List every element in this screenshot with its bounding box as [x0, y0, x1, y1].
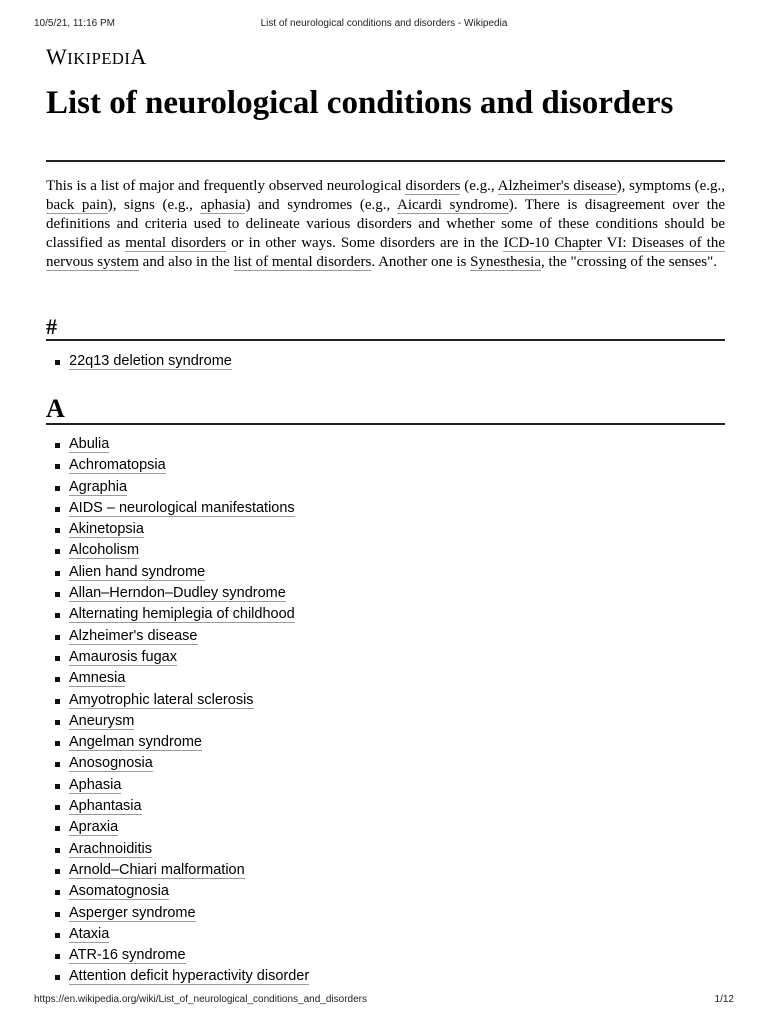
link-icd10-chapter-vi[interactable]: ICD-10 Chapter VI: Diseases of the nervous system: [46, 235, 726, 271]
list-item: [52, 924, 309, 945]
print-datetime: 10/5/21, 11:16 PM: [34, 18, 115, 29]
list-item: [52, 562, 309, 583]
list-item-link[interactable]: Amyotrophic lateral sclerosis: [69, 691, 254, 708]
list-item: [52, 775, 309, 796]
list-item-link[interactable]: Akinetopsia: [69, 521, 144, 538]
list-item: [52, 477, 309, 498]
print-url: https://en.wikipedia.org/wiki/List_of_neurological_conditions_and_disorders: [34, 994, 367, 1005]
list-item: [52, 732, 309, 753]
list-item-link[interactable]: Apraxia: [69, 819, 119, 836]
link-aphasia[interactable]: aphasia: [200, 197, 246, 214]
list-item: [52, 583, 309, 604]
link-aicardi-syndrome[interactable]: Aicardi syndrome: [396, 197, 509, 214]
list-item-link[interactable]: Angelman syndrome: [69, 734, 202, 751]
link-alzheimers-disease[interactable]: Alzheimer's disease: [497, 178, 617, 194]
list-item-link[interactable]: Aphantasia: [69, 798, 142, 815]
list-item-link[interactable]: Agraphia: [69, 478, 128, 495]
title-divider: [46, 160, 725, 162]
section-list-a: [52, 434, 309, 988]
list-item: [52, 753, 309, 774]
intro-paragraph: This is a list of major and frequently observed neurological disorders (e.g., Alzheimer's disease), symptoms (e.g., back pain), signs (e.g., aphasia) and syndromes (e.g., Aicardi syndrome). There is disagreement over the definitions and criteria used to delineate various disorders and whether some of these conditions should be classified as mental disorders or in other ways. Some disorders are in the ICD-10 Chapter VI: Diseases of the nervous system and also in the list of mental disorders. Another one is Synesthesia, the "crossing of the senses".: [46, 178, 726, 271]
list-item: [52, 690, 309, 711]
list-item: [52, 796, 309, 817]
print-footer: [34, 994, 734, 1008]
list-item: [52, 903, 309, 924]
list-item-link[interactable]: Aneurysm: [69, 712, 135, 729]
print-page-title: List of neurological conditions and disorders - Wikipedia: [260, 18, 508, 29]
list-item: [52, 860, 309, 881]
list-item: [52, 881, 309, 902]
list-item-link[interactable]: Attention deficit hyperactivity disorder: [69, 968, 310, 985]
list-item: [52, 351, 232, 372]
list-item-link[interactable]: Alzheimer's disease: [69, 627, 198, 644]
print-header: [34, 18, 734, 32]
link-back-pain[interactable]: back pain: [46, 197, 108, 214]
list-item-link[interactable]: Alternating hemiplegia of childhood: [69, 606, 295, 623]
section-divider-hash: [46, 339, 725, 341]
link-list-of-mental-disorders[interactable]: list of mental disorders: [233, 254, 372, 271]
list-item: [52, 839, 309, 860]
list-item: [52, 626, 309, 647]
list-item-link[interactable]: Alien hand syndrome: [69, 563, 206, 580]
link-disorders[interactable]: disorders: [405, 178, 461, 194]
print-page-number: 1/12: [714, 994, 734, 1005]
list-item: [52, 455, 309, 476]
list-item: [52, 817, 309, 838]
list-item: [52, 668, 309, 689]
list-item-link[interactable]: Arachnoiditis: [69, 840, 153, 857]
list-item: [52, 966, 309, 987]
list-item: [52, 945, 309, 966]
page-title: List of neurological conditions and disorders: [46, 85, 674, 121]
list-item-link[interactable]: Anosognosia: [69, 755, 153, 772]
list-item-link[interactable]: Achromatopsia: [69, 457, 166, 474]
list-item-link[interactable]: ATR-16 syndrome: [69, 947, 186, 964]
list-item-link[interactable]: Asomatognosia: [69, 883, 169, 900]
list-item: [52, 498, 309, 519]
wikipedia-wordmark[interactable]: WIKIPEDIA: [46, 44, 147, 69]
list-item: [52, 604, 309, 625]
list-item-link[interactable]: AIDS – neurological manifestations: [69, 499, 295, 516]
list-item: [52, 540, 309, 561]
list-item-link[interactable]: Asperger syndrome: [69, 904, 196, 921]
list-item-link[interactable]: Aphasia: [69, 776, 122, 793]
list-item-link[interactable]: Alcoholism: [69, 542, 140, 559]
list-item: [52, 519, 309, 540]
list-item-link[interactable]: Allan–Herndon–Dudley syndrome: [69, 585, 286, 602]
list-item-link[interactable]: Abulia: [69, 436, 110, 452]
section-heading-hash: #: [46, 314, 57, 339]
section-heading-a: A: [46, 394, 65, 423]
list-item: [52, 434, 309, 455]
list-item-link[interactable]: Ataxia: [69, 925, 110, 942]
list-item-link[interactable]: Amnesia: [69, 670, 126, 687]
section-divider-a: [46, 423, 725, 425]
list-item: [52, 647, 309, 668]
list-item-link[interactable]: Amaurosis fugax: [69, 648, 177, 665]
list-item: [52, 711, 309, 732]
link-synesthesia[interactable]: Synesthesia: [470, 254, 541, 271]
section-list-hash: [52, 351, 232, 372]
link-mental-disorders[interactable]: mental disorders: [125, 235, 227, 252]
list-item-link[interactable]: 22q13 deletion syndrome: [69, 353, 232, 369]
list-item-link[interactable]: Arnold–Chiari malformation: [69, 861, 245, 878]
